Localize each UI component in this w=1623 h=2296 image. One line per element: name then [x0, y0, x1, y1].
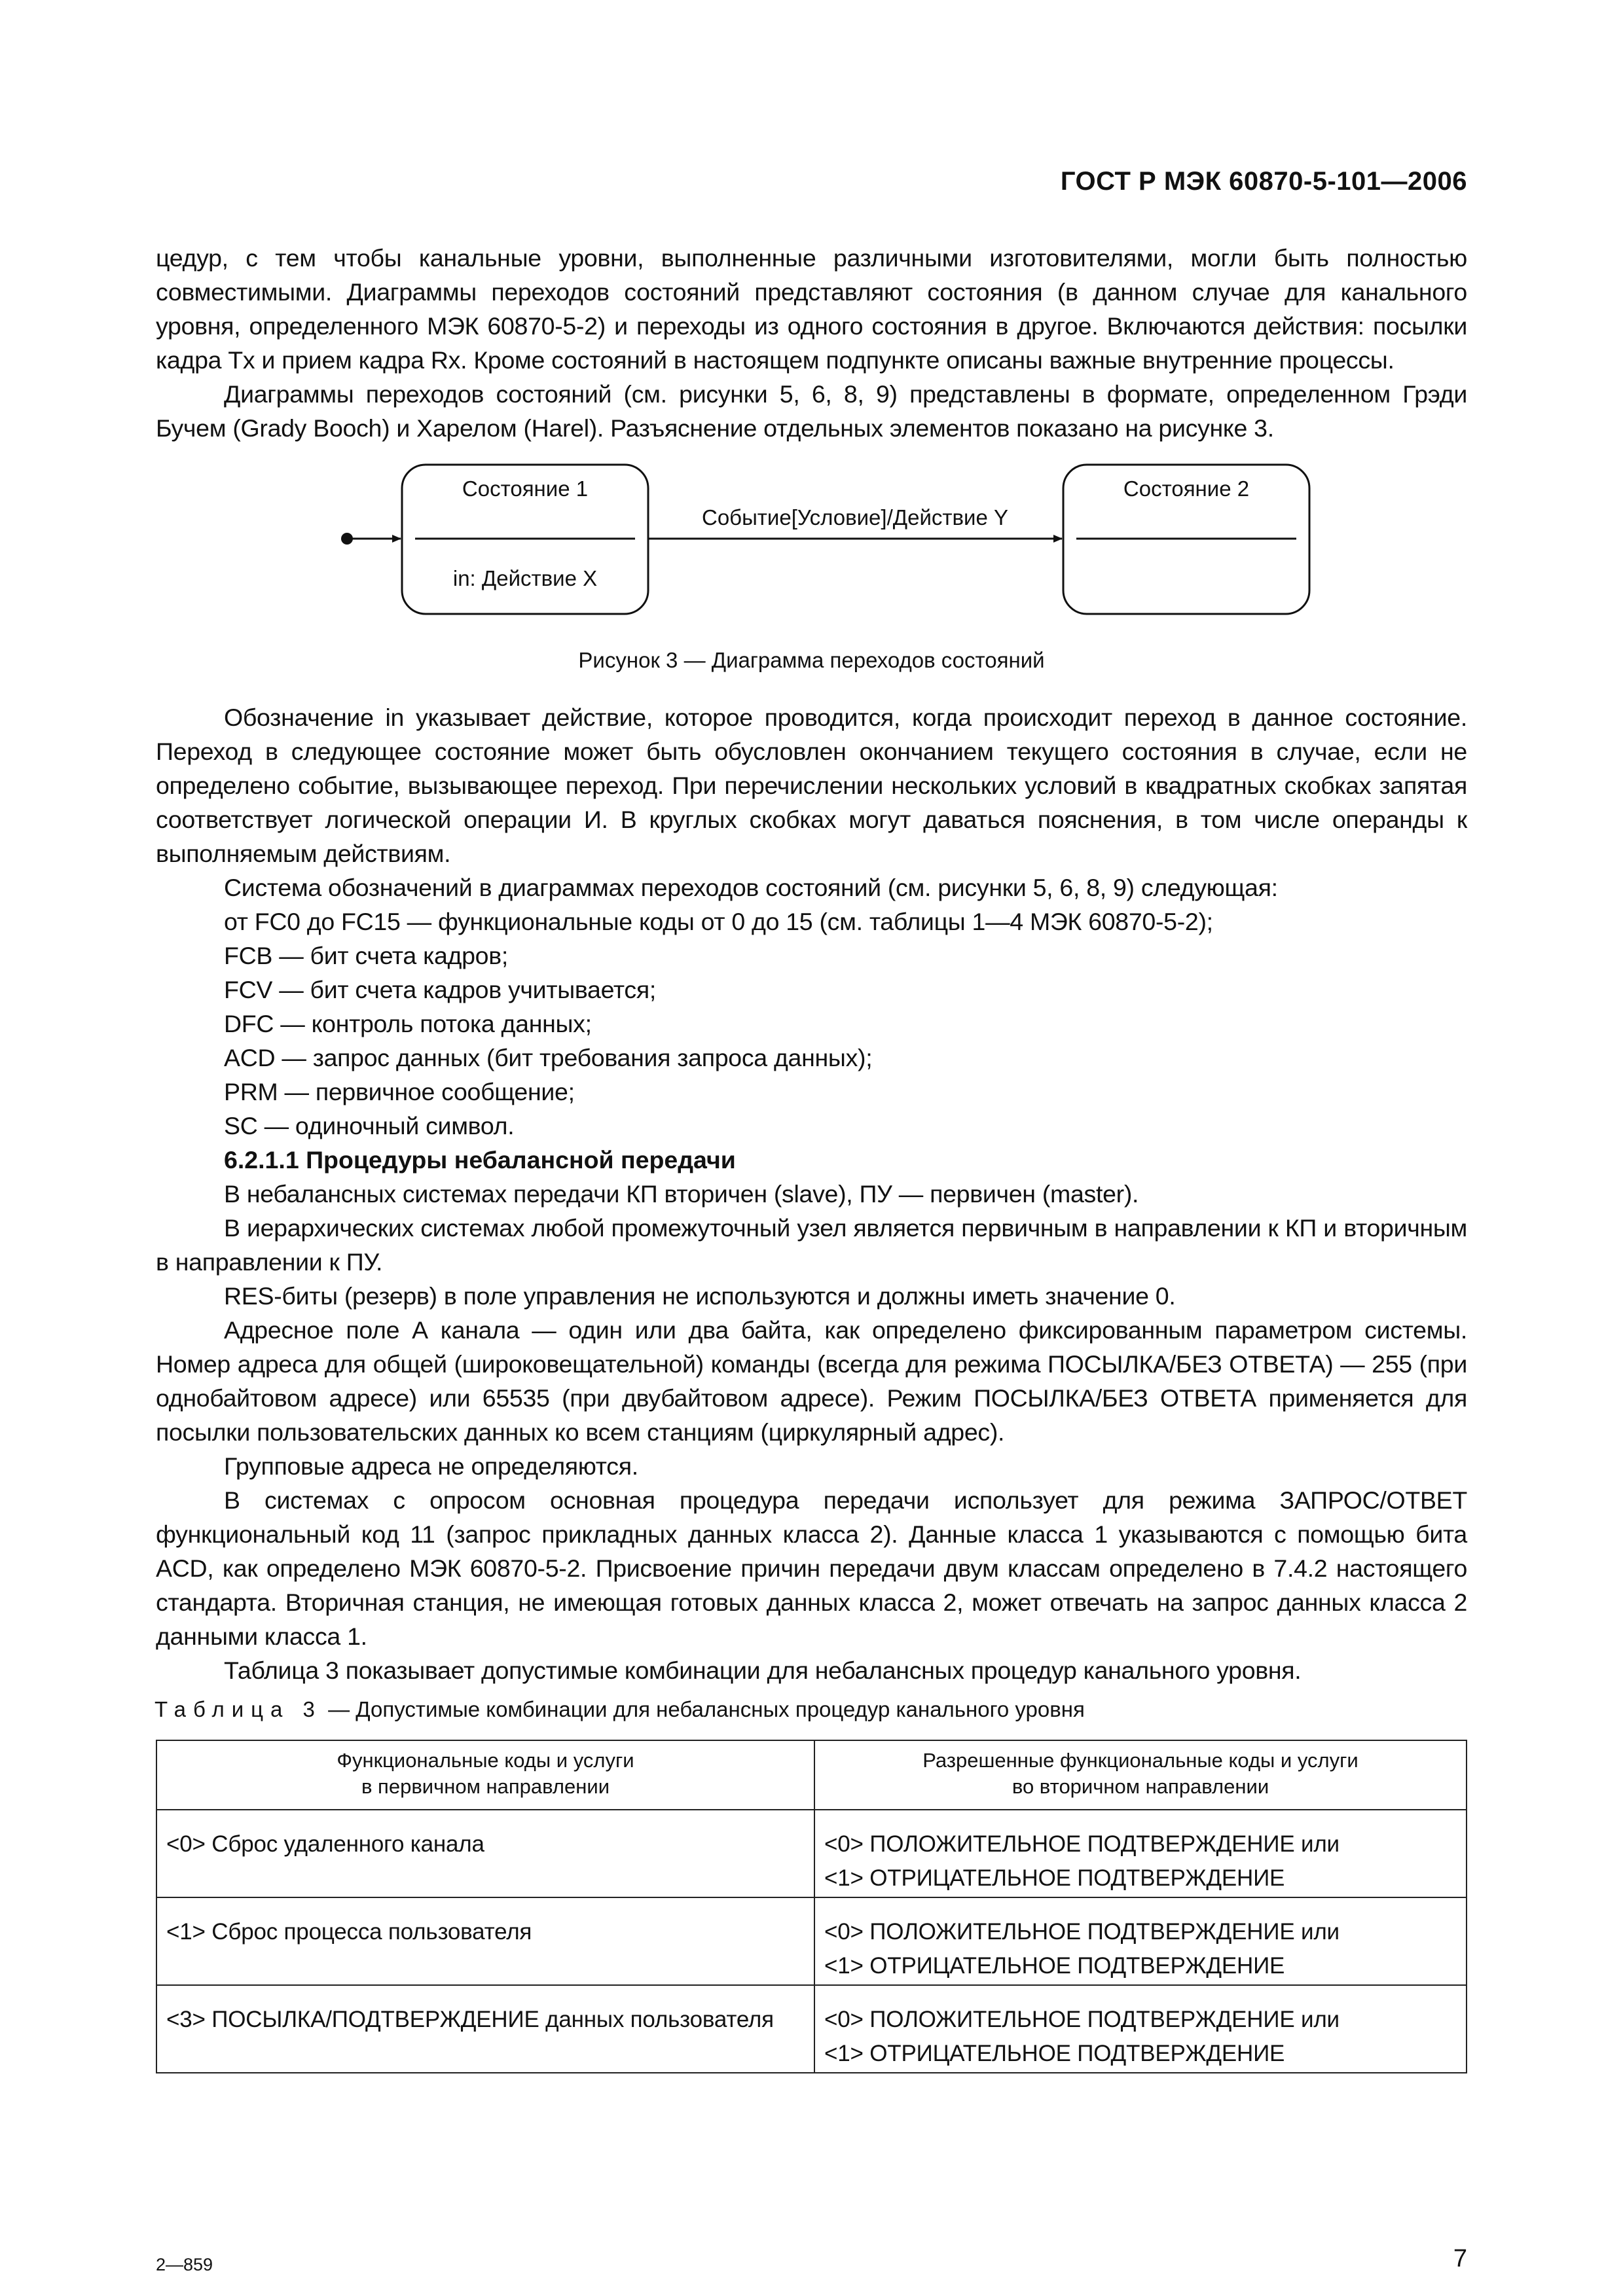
paragraph: Групповые адреса не определяются.: [224, 1452, 638, 1480]
notation-item: DFC — контроль потока данных;: [224, 1010, 592, 1037]
secondary-cell: [814, 1897, 1467, 1985]
table-title-prefix: Таблица 3: [155, 1697, 322, 1721]
col2-header-line: Разрешенные функциональные коды и услуги: [922, 1749, 1359, 1772]
paragraph: В системах с опросом основная процедура передачи использует для режима ЗАПРОС/ОТВЕТ функциональный код 11 (запрос прикладных данных класса 2). Данные класса 1 указываются с помощью бита ACD, как определено МЭК 60870-5-2. Присвоение причин передачи двум классам определено в 7.4.2 настоящего стандарта. Вторичная станция, не имеющая готовых данных класса 2, может отвечать на запрос данных класса 2 данными класса 1.: [156, 1486, 1467, 1650]
paragraph: Обозначение in указывает действие, которое проводится, когда происходит переход в данное состояние. Переход в следующее состояние может быть обусловлен окончанием текущего состояния в случае, если не определено событие, вызывающее переход. При перечислении нескольких условий в квадратных скобках запятая соответствует логической операции И. В круглых скобках могут даваться пояснения, в том числе операнды к выполняемым действиям.: [156, 704, 1467, 867]
paragraph: цедур, с тем чтобы канальные уровни, выполненные различными изготовителями, могли быть полностью совместимыми. Диаграммы переходов состояний представляют состояния (в данном случае для канального уровня, определенного МЭК 60870-5-2) и переходы из одного состояния в другое. Включаются действия: посылки кадра Tx и прием кадра Rx. Кроме состояний в настоящем подпункте описаны важные внутренние процессы.: [156, 244, 1467, 374]
secondary-line: <0> ПОЛОЖИТЕЛЬНОЕ ПОДТВЕРЖДЕНИЕ или: [824, 1919, 1340, 1945]
notation-item: от FC0 до FC15 — функциональные коды от 0 до 15 (см. таблицы 1—4 МЭК 60870-5-2);: [224, 908, 1213, 935]
paragraph: Адресное поле А канала — один или два байта, как определено фиксированным параметром системы. Номер адреса для общей (широковещательной) команды (всегда для режима ПОСЫЛКА/БЕЗ ОТВЕТА) — 255 (при однобайтовом адресе) или 65535 (при двубайтовом адресе). Режим ПОСЫЛКА/БЕЗ ОТВЕТА применяется для посылки пользовательских данных ко всем станциям (циркулярный адрес).: [156, 1316, 1467, 1446]
table-row: [156, 1897, 1467, 1985]
table-row: [156, 1985, 1467, 2073]
standard-header: ГОСТ Р МЭК 60870-5-101—2006: [1060, 167, 1467, 196]
notation-item: PRM — первичное сообщение;: [224, 1078, 575, 1105]
footer-code: 2—859: [156, 2255, 213, 2274]
state-2-name: Состояние 2: [1123, 476, 1250, 501]
figure-3: [156, 452, 1467, 700]
table-row: [156, 1810, 1467, 1897]
col1-header-line: Функциональные коды и услуги: [337, 1749, 634, 1772]
paragraph: RES-биты (резерв) в поле управления не используются и должны иметь значение 0.: [224, 1282, 1176, 1310]
secondary-line: <1> ОТРИЦАТЕЛЬНОЕ ПОДТВЕРЖДЕНИЕ: [824, 1865, 1285, 1891]
notation-item: ACD — запрос данных (бит требования запроса данных);: [224, 1044, 873, 1071]
primary-cell: <1> Сброс процесса пользователя: [156, 1897, 814, 1985]
col2-header-line: во вторичном направлении: [1012, 1775, 1269, 1798]
secondary-line: <0> ПОЛОЖИТЕЛЬНОЕ ПОДТВЕРЖДЕНИЕ или: [824, 2007, 1340, 2032]
state-1-action: in: Действие X: [452, 566, 598, 590]
paragraph: Система обозначений в диаграммах переходов состояний (см. рисунки 5, 6, 8, 9) следующая:: [224, 874, 1278, 901]
page-content: [156, 241, 1467, 2073]
table-title: [155, 1694, 1467, 1725]
notation-item: FCB — бит счета кадров;: [224, 942, 508, 969]
section-heading: 6.2.1.1 Процедуры небалансной передачи: [224, 1146, 736, 1174]
state-1-name: Состояние 1: [462, 476, 589, 501]
secondary-line: <1> ОТРИЦАТЕЛЬНОЕ ПОДТВЕРЖДЕНИЕ: [824, 1953, 1285, 1979]
table-header-row: [156, 1740, 1467, 1810]
paragraph: Таблица 3 показывает допустимые комбинации для небалансных процедур канального уровня.: [224, 1657, 1302, 1684]
secondary-cell: [814, 1810, 1467, 1897]
table-title-rest: — Допустимые комбинации для небалансных процедур канального уровня: [321, 1697, 1085, 1721]
page-number: 7: [1453, 2245, 1467, 2272]
col2-header: [814, 1740, 1467, 1810]
secondary-cell: [814, 1985, 1467, 2073]
col1-header-line: в первичном направлении: [361, 1775, 610, 1798]
primary-cell: <0> Сброс удаленного канала: [156, 1810, 814, 1897]
paragraph: В небалансных системах передачи КП вторичен (slave), ПУ — первичен (master).: [224, 1180, 1139, 1208]
table-3: [156, 1740, 1467, 2073]
paragraph: В иерархических системах любой промежуточный узел является первичным в направлении к КП и вторичным в направлении к ПУ.: [156, 1214, 1467, 1276]
primary-cell: <3> ПОСЫЛКА/ПОДТВЕРЖДЕНИЕ данных пользователя: [156, 1985, 814, 2073]
notation-item: SC — одиночный символ.: [224, 1112, 515, 1139]
transition-label: Событие[Условие]/Действие Y: [701, 505, 1009, 529]
col1-header: [156, 1740, 814, 1810]
secondary-line: <0> ПОЛОЖИТЕЛЬНОЕ ПОДТВЕРЖДЕНИЕ или: [824, 1831, 1340, 1857]
state-diagram: [156, 452, 1467, 622]
figure-caption: Рисунок 3 — Диаграмма переходов состояний: [578, 648, 1045, 672]
notation-item: FCV — бит счета кадров учитывается;: [224, 976, 656, 1003]
secondary-line: <1> ОТРИЦАТЕЛЬНОЕ ПОДТВЕРЖДЕНИЕ: [824, 2041, 1285, 2066]
paragraph: Диаграммы переходов состояний (см. рисунки 5, 6, 8, 9) представлены в формате, определенном Грэди Бучем (Grady Booch) и Харелом (Harel). Разъяснение отдельных элементов показано на рисунке 3.: [156, 380, 1467, 442]
